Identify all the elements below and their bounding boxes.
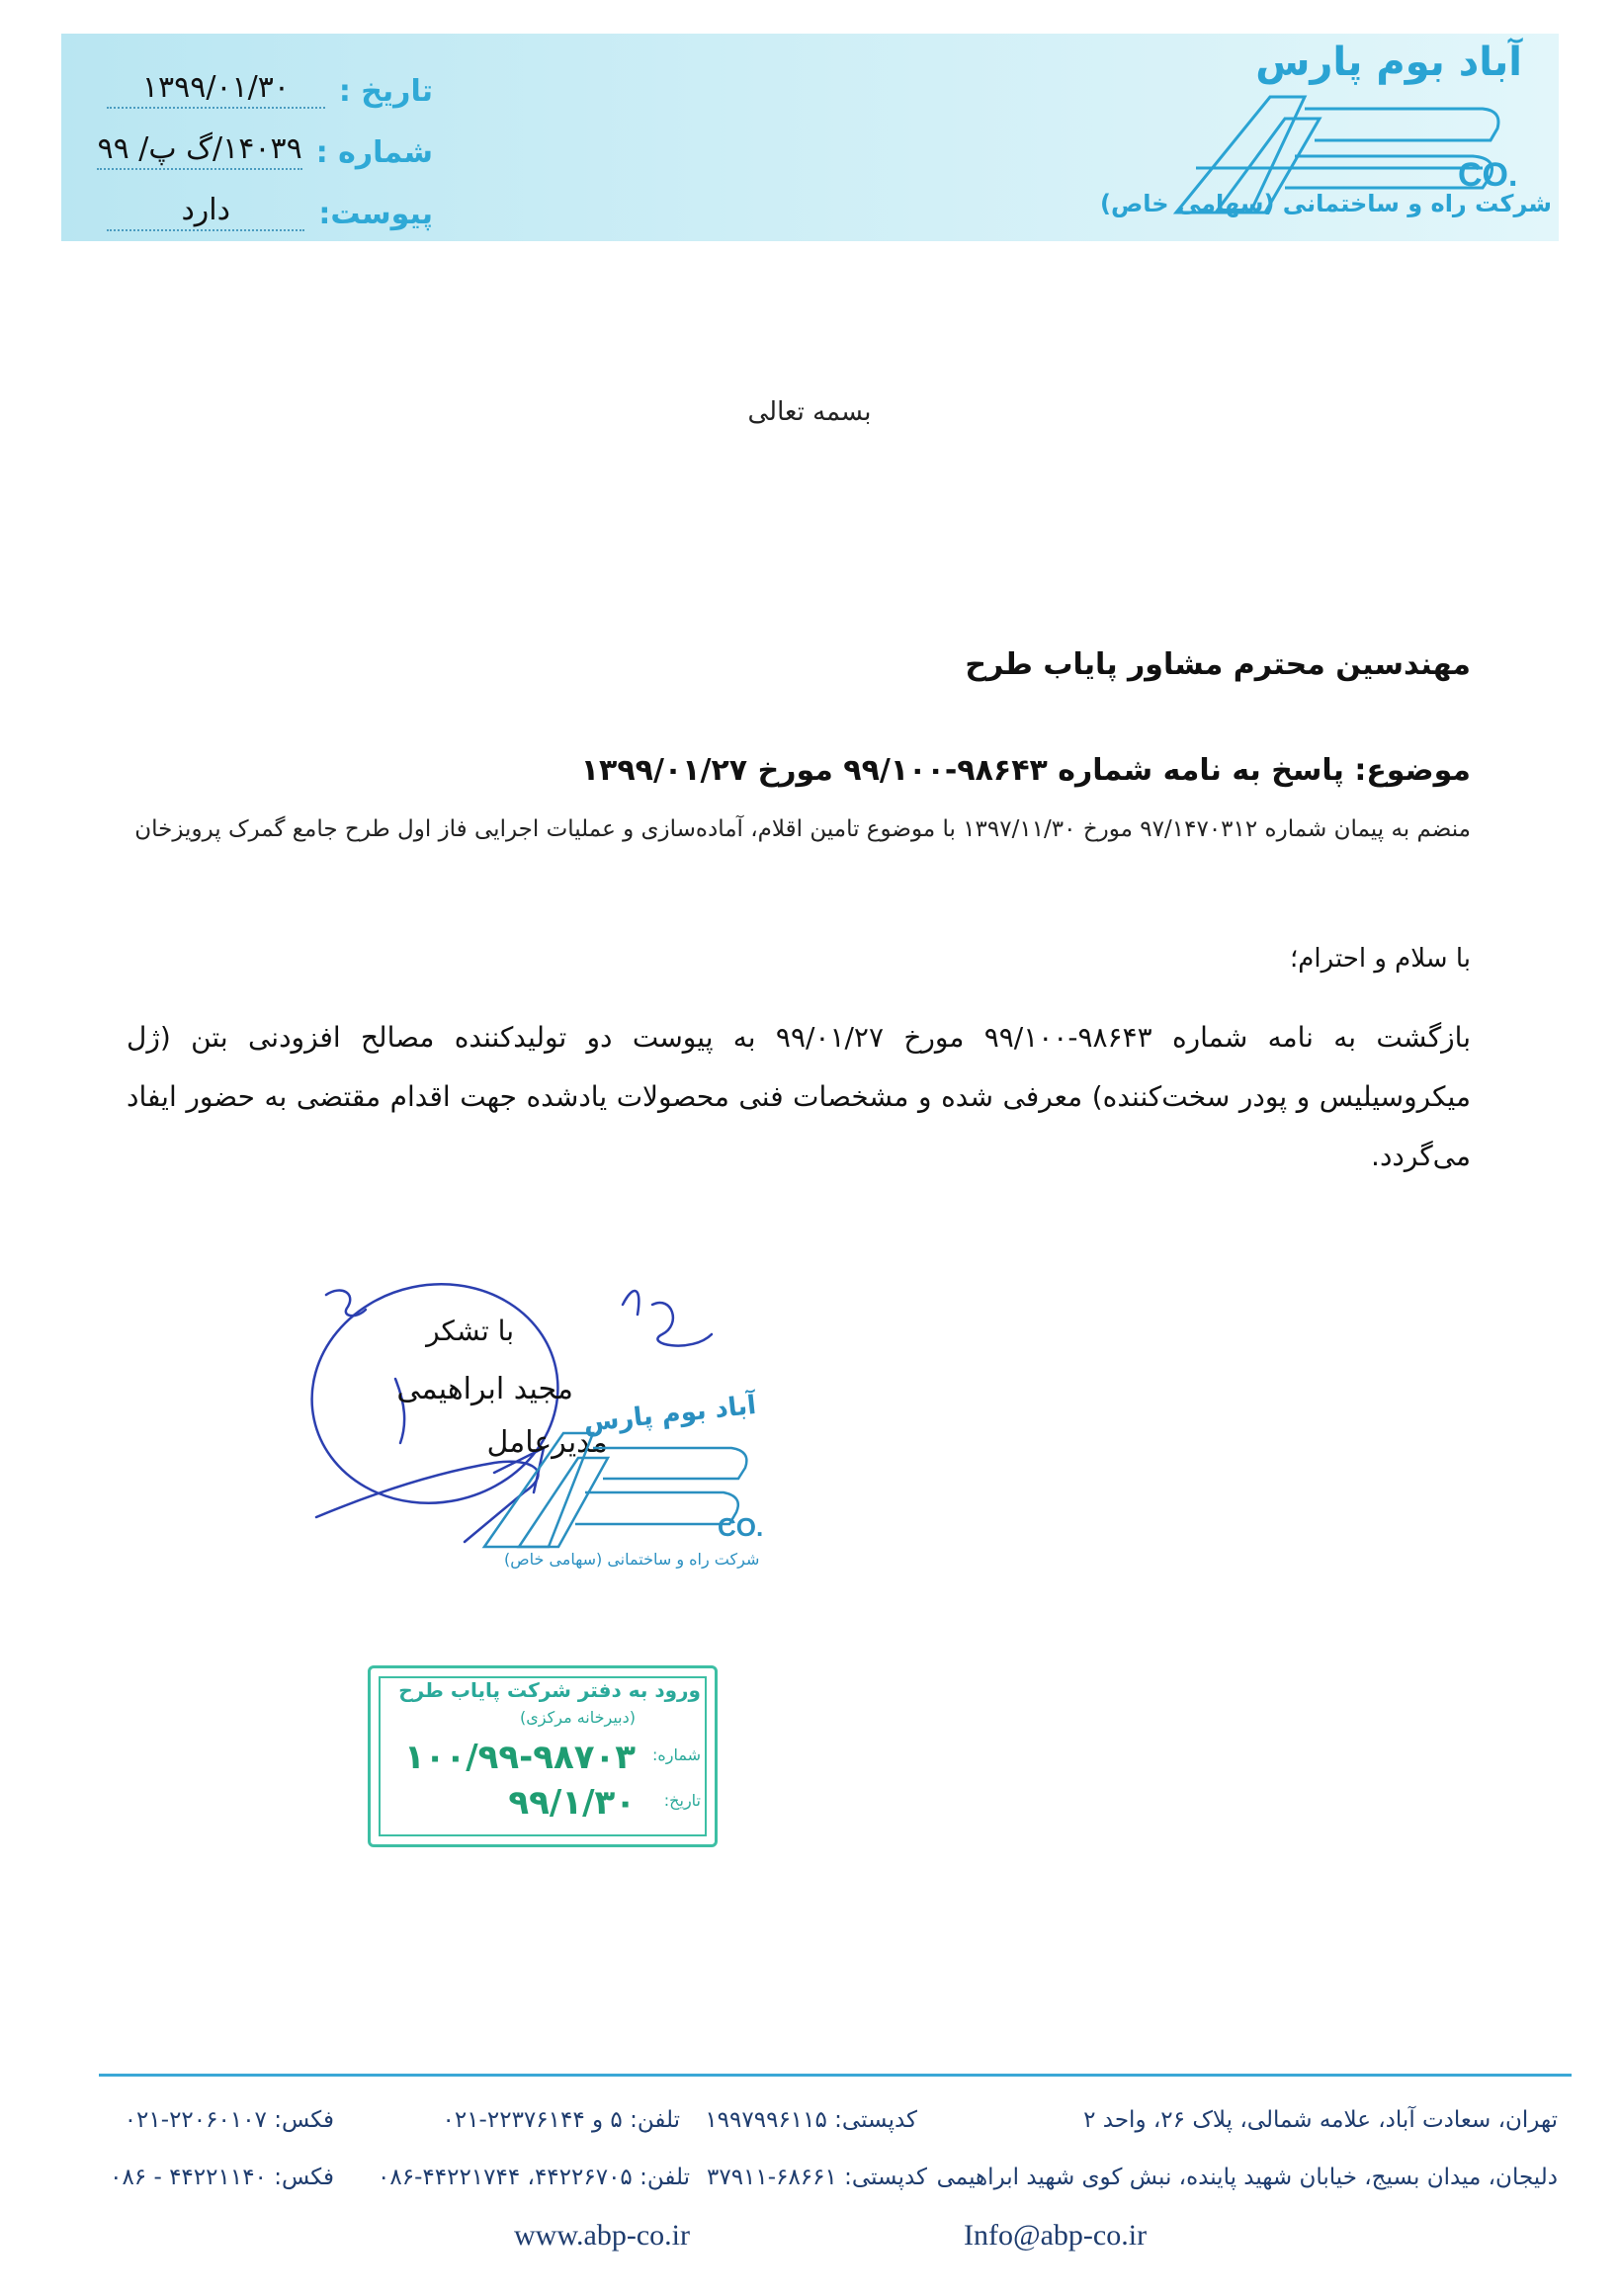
body-paragraph: بازگشت به نامه شماره ۹۸۶۴۳-۹۹/۱۰۰ مورخ ۹۹/۰۱/۲۷ به پیوست دو تولیدکننده مصالح افزودنی بتن (ژل میکروسیلیس و پودر سخت‌کننده) معرفی شده و مشخصات فنی محصولات یادشده جهت اقدام مقتضی به حضور ایفاد می‌گردد. bbox=[127, 1021, 1472, 1172]
footer-delijan-postal: کدپستی: ۶۸۶۶۱-۳۷۹۱۱ bbox=[707, 2165, 927, 2190]
receipt-date-value: ۹۹/۱/۳۰ bbox=[508, 1783, 636, 1823]
date-value: ۱۳۹۹/۰۱/۳۰ bbox=[107, 70, 325, 109]
attachment-value: دارد bbox=[107, 193, 304, 231]
company-logo bbox=[1099, 40, 1572, 237]
logo-co: CO. bbox=[1458, 156, 1518, 194]
footer-tehran-address: تهران، سعادت آباد، علامه شمالی، پلاک ۲۶، واحد ۲ bbox=[1083, 2107, 1558, 2133]
footer-website-link[interactable]: www.abp-co.ir bbox=[514, 2219, 690, 2252]
date-label: تاریخ : bbox=[338, 74, 433, 109]
number-label: شماره : bbox=[315, 135, 433, 170]
footer-delijan-fax: فکس: ۴۴۲۲۱۱۴۰ - ۰۸۶ bbox=[110, 2165, 334, 2190]
footer-delijan-address: دلیجان، میدان بسیج، خیابان شهید پاینده، نبش کوی شهید ابراهیمی bbox=[936, 2165, 1558, 2190]
attachment-label: پیوست: bbox=[318, 197, 433, 231]
receipt-subtitle: (دبیرخانه مرکزی) bbox=[520, 1708, 636, 1727]
signatory-title: مدیرعامل bbox=[486, 1425, 608, 1460]
logo-subtitle: شرکت راه و ساختمانی (سهامی خاص) bbox=[1099, 190, 1552, 217]
subject-note: منضم به پیمان شماره ۹۷/۱۴۷۰۳۱۲ مورخ ۱۳۹۷/۱۱/۳۰ با موضوع تامین اقلام، آماده‌سازی و عملیات اجرایی فاز اول طرح جامع گمرک پرویزخان bbox=[134, 816, 1471, 842]
greeting: با سلام و احترام؛ bbox=[1290, 944, 1471, 974]
receipt-number-label: شماره: bbox=[651, 1745, 701, 1764]
footer-delijan-phone: تلفن: ۴۴۲۲۶۷۰۵، ۴۴۲۲۱۷۴۴-۰۸۶ bbox=[378, 2165, 690, 2190]
subject-line: موضوع: پاسخ به نامه شماره ۹۸۶۴۳-۹۹/۱۰۰ مورخ ۱۳۹۹/۰۱/۲۷ bbox=[580, 753, 1471, 788]
date-row bbox=[107, 59, 433, 109]
basmala: بسمه تعالی bbox=[747, 397, 872, 427]
stamp-subtitle: شرکت راه و ساختمانی (سهامی خاص) bbox=[504, 1550, 760, 1569]
attachment-row bbox=[107, 182, 433, 231]
number-row bbox=[97, 121, 433, 170]
footer-rule bbox=[99, 2074, 1572, 2077]
stamp-co: CO. bbox=[718, 1512, 764, 1542]
footer-tehran-fax: فکس: ۲۲۰۶۰۱۰۷-۰۲۱ bbox=[124, 2107, 334, 2133]
receipt-number-value: ۱۰۰/۹۹-۹۸۷۰۳ bbox=[403, 1738, 636, 1777]
footer-tehran-postal: کدپستی: ۱۹۹۷۹۹۶۱۱۵ bbox=[705, 2107, 917, 2133]
receipt-date-label: تاریخ: bbox=[663, 1791, 701, 1810]
signature-block bbox=[297, 1245, 791, 1601]
receipt-stamp bbox=[368, 1665, 718, 1847]
closing: با تشکر bbox=[426, 1315, 514, 1347]
addressee: مهندسین محترم مشاور پایاب طرح bbox=[965, 647, 1471, 682]
footer-tehran-phone: تلفن: ۵ و ۲۲۳۷۶۱۴۴-۰۲۱ bbox=[442, 2107, 680, 2133]
footer-email-link[interactable]: Info@abp-co.ir bbox=[964, 2219, 1148, 2252]
stamp-company-name: آباد بوم پارس bbox=[581, 1390, 758, 1439]
signatory-name: مجید ابراهیمی bbox=[396, 1372, 573, 1406]
receipt-title: ورود به دفتر شرکت پایاب طرح bbox=[398, 1678, 701, 1702]
number-value: ۱۴۰۳۹/گ پ/ ۹۹ bbox=[97, 131, 301, 170]
logo-company-name: آباد بوم پارس bbox=[1255, 40, 1522, 85]
